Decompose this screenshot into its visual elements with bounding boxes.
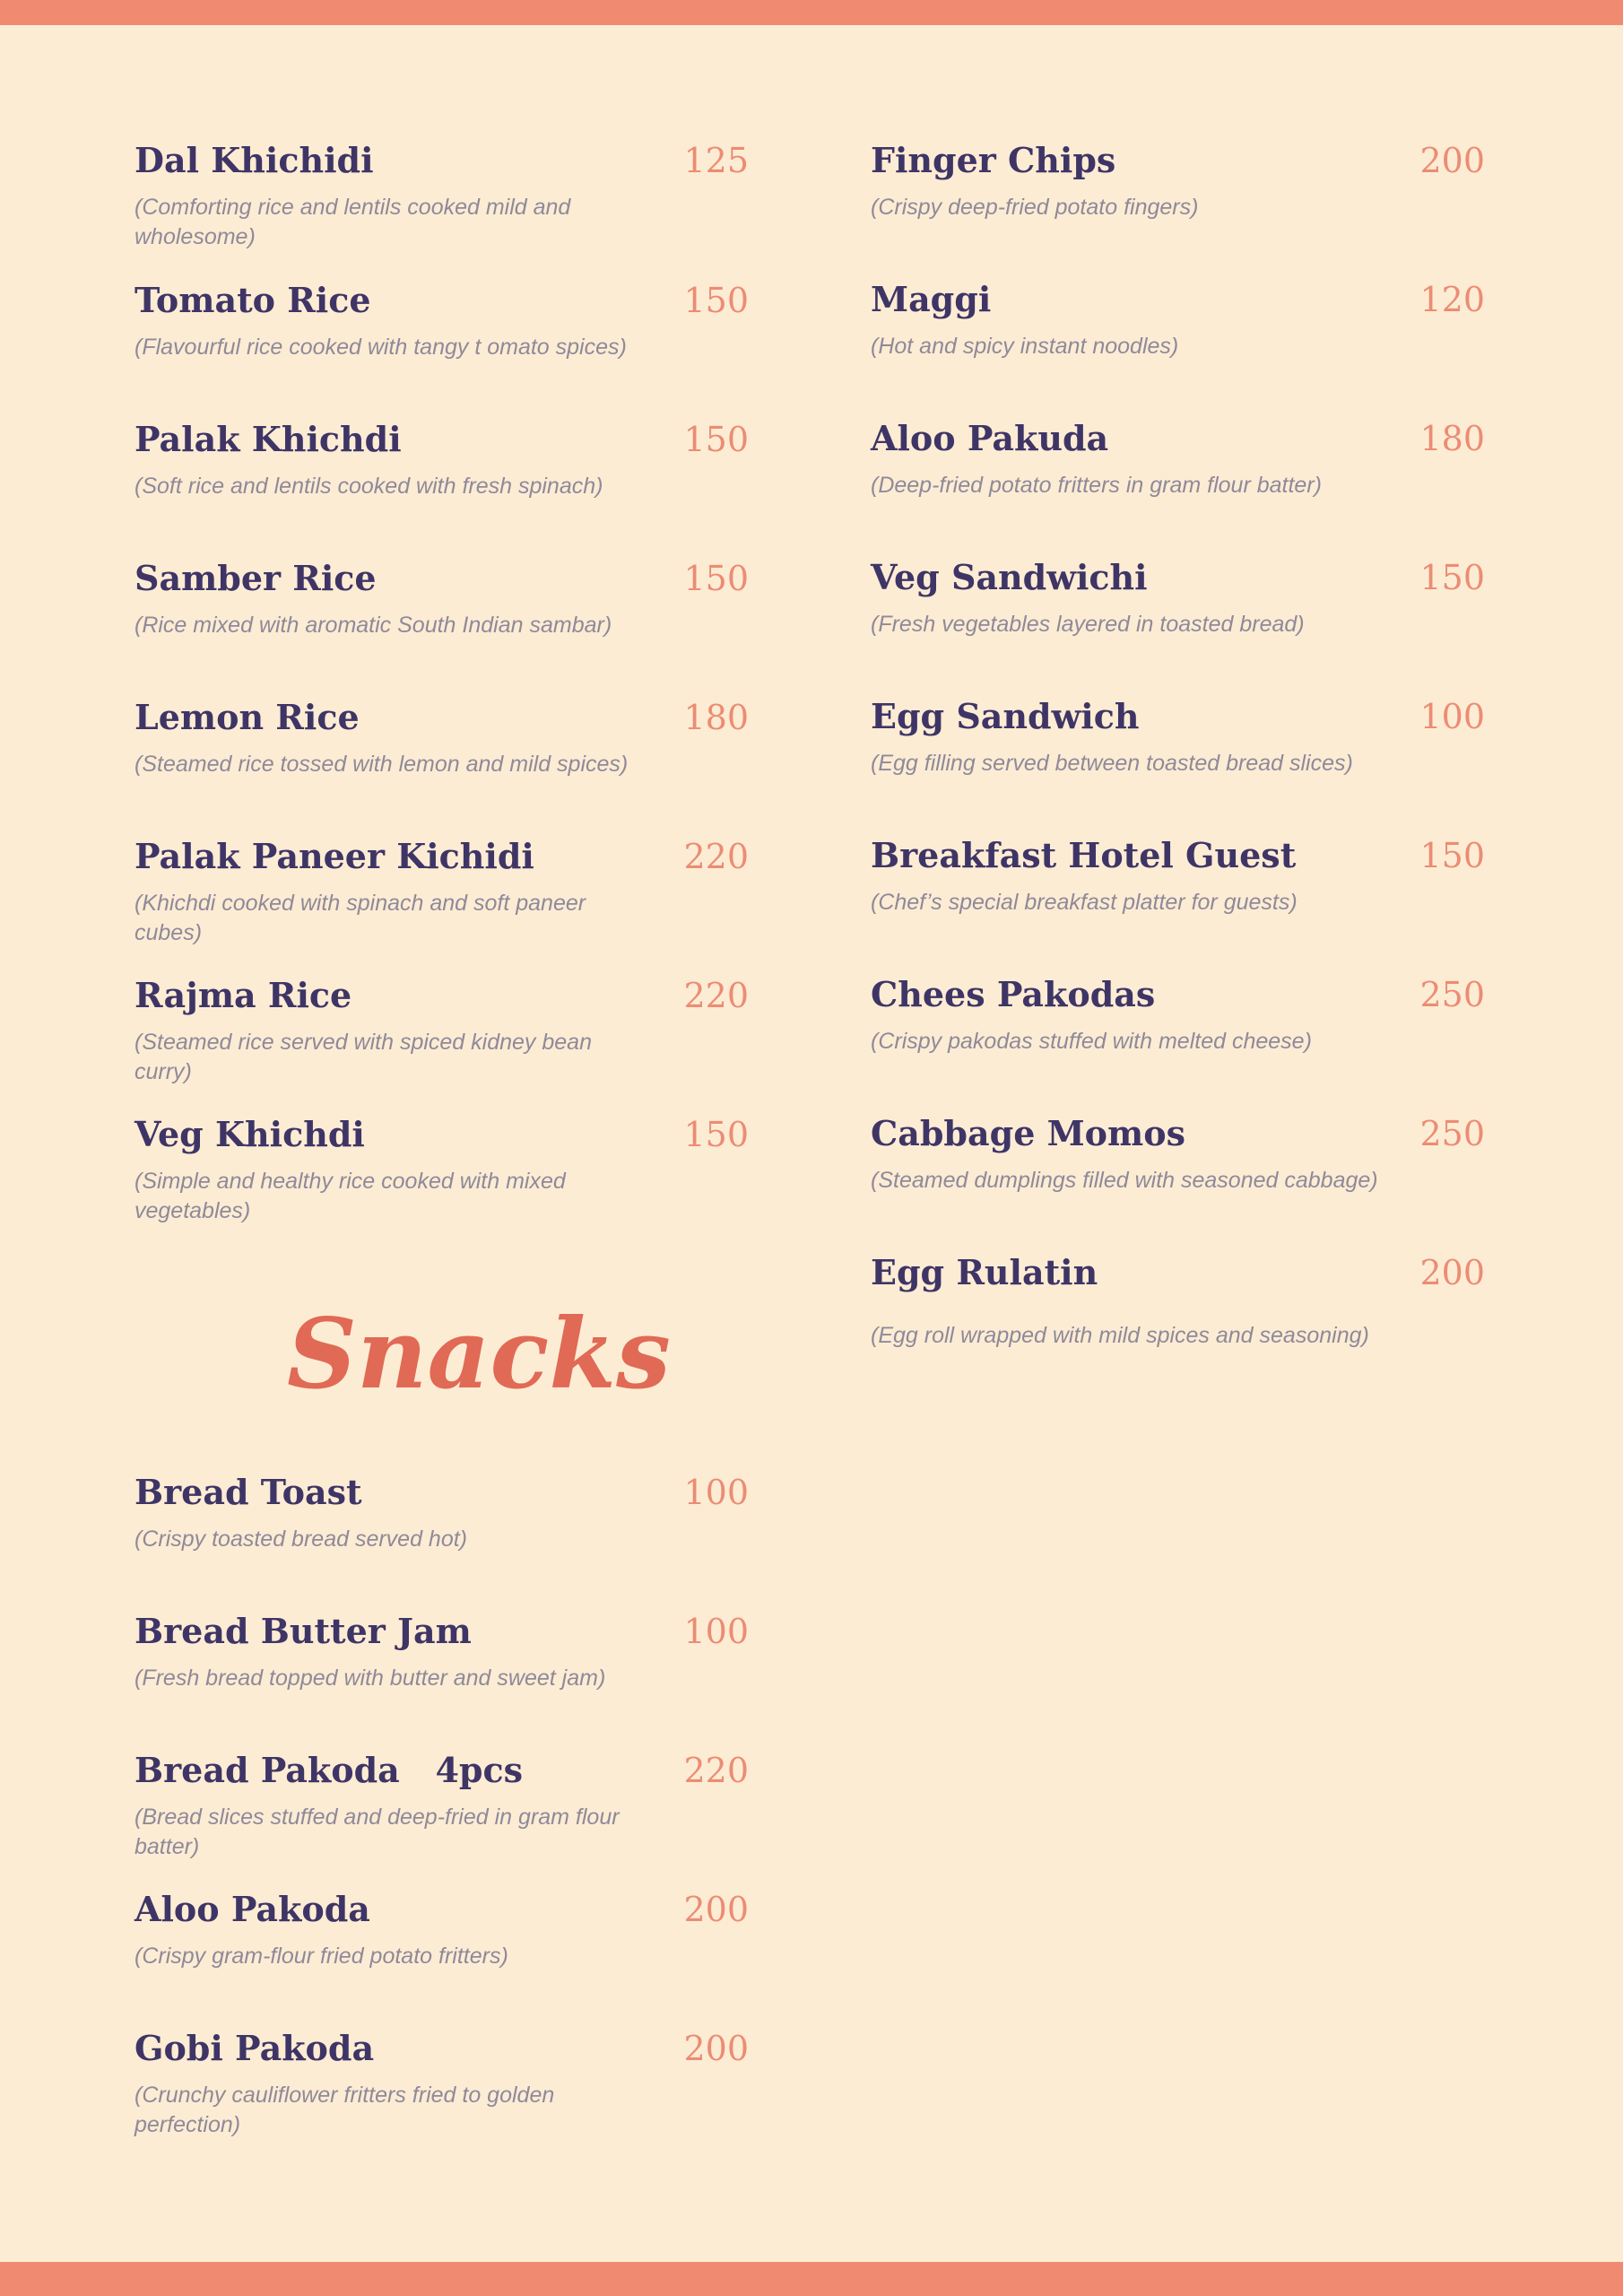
- item-description: (Chef’s special breakfast platter for guests): [871, 890, 1298, 915]
- menu-item-aloo-pakoda: [135, 1888, 749, 2022]
- item-description: (Steamed dumplings filled with seasoned cabbage): [871, 1168, 1378, 1193]
- item-description: (Khichdi cooked with spinach and soft paneer cubes): [135, 891, 586, 945]
- item-description: (Soft rice and lentils cooked with fresh spinach): [135, 474, 603, 499]
- item-price: 100: [683, 1473, 749, 1512]
- menu-item-breakfast-hotel-guest: [871, 834, 1485, 969]
- item-price: 150: [1419, 836, 1485, 875]
- item-description: (Fresh vegetables layered in toasted bread): [871, 612, 1305, 637]
- menu-item-tomato-rice: [135, 279, 749, 413]
- menu-item-bread-toast: [135, 1471, 749, 1605]
- menu-item-egg-rulatin: [871, 1251, 1485, 1386]
- item-description: (Hot and spicy instant noodles): [871, 334, 1179, 359]
- item-price: 220: [683, 837, 749, 876]
- item-price: 250: [1419, 975, 1485, 1014]
- item-description: (Fresh bread topped with butter and sweet jam): [135, 1665, 606, 1691]
- item-name: Lemon Rice: [135, 697, 360, 737]
- menu-item-bread-pakoda: [135, 1749, 749, 1883]
- item-name: Palak Paneer Kichidi: [135, 836, 534, 876]
- item-description: (Crispy toasted bread served hot): [135, 1526, 468, 1552]
- item-name: Tomato Rice: [135, 280, 371, 320]
- item-description: (Crispy deep-fried potato fingers): [871, 195, 1199, 220]
- menu-item-egg-sandwich: [871, 695, 1485, 830]
- menu-item-veg-sandwichi: [871, 556, 1485, 691]
- item-name: Breakfast Hotel Guest: [871, 835, 1297, 875]
- item-price: 120: [1419, 280, 1485, 319]
- item-description: (Crispy pakodas stuffed with melted cheese): [871, 1029, 1312, 1054]
- menu-item-rajma-rice: [135, 974, 749, 1109]
- item-price: 200: [1419, 141, 1485, 180]
- item-description: (Egg roll wrapped with mild spices and seasoning): [871, 1323, 1369, 1348]
- menu-item-chees-pakodas: [871, 973, 1485, 1108]
- menu-item-veg-khichdi: [135, 1113, 749, 1248]
- item-name: Veg Khichdi: [135, 1114, 365, 1154]
- item-price: 200: [1419, 1253, 1485, 1292]
- item-description: (Rice mixed with aromatic South Indian sambar): [135, 613, 612, 638]
- item-description: (Simple and healthy rice cooked with mixed vegetables): [135, 1169, 566, 1223]
- menu-item-lemon-rice: [135, 696, 749, 831]
- menu-item-maggi: [871, 278, 1485, 413]
- item-description: (Deep-fried potato fritters in gram flour batter): [871, 473, 1322, 498]
- item-price: 100: [683, 1612, 749, 1651]
- item-price: 220: [683, 1751, 749, 1790]
- item-description: (Crunchy cauliflower fritters fried to golden perfection): [135, 2083, 555, 2137]
- item-description: (Comforting rice and lentils cooked mild and wholesome): [135, 195, 571, 249]
- item-price: 125: [683, 141, 749, 180]
- item-price: 180: [1419, 419, 1485, 458]
- item-name: Egg Rulatin: [871, 1252, 1098, 1292]
- item-price: 150: [683, 559, 749, 598]
- item-name: Egg Sandwich: [871, 696, 1140, 736]
- snacks-heading: Snacks: [287, 1298, 671, 1411]
- item-name: Aloo Pakoda: [135, 1889, 370, 1929]
- item-name: Finger Chips: [871, 140, 1116, 180]
- menu-item-bread-butter-jam: [135, 1610, 749, 1744]
- item-price: 250: [1419, 1114, 1485, 1153]
- item-name: Dal Khichidi: [135, 140, 374, 180]
- item-price: 220: [683, 976, 749, 1015]
- item-name: Samber Rice: [135, 558, 377, 598]
- item-price: 200: [683, 1890, 749, 1929]
- item-name: Rajma Rice: [135, 975, 352, 1015]
- item-name: Maggi: [871, 279, 992, 319]
- item-name: Bread Pakoda 4pcs: [135, 1750, 524, 1790]
- menu-item-palak-khichdi: [135, 418, 749, 552]
- item-price: 150: [683, 281, 749, 320]
- item-name: Bread Butter Jam: [135, 1611, 472, 1651]
- item-name: Palak Khichdi: [135, 419, 402, 459]
- menu-item-aloo-pakuda: [871, 417, 1485, 552]
- top-accent-band: [0, 0, 1623, 25]
- bottom-accent-band: [0, 2262, 1623, 2296]
- item-price: 150: [1419, 558, 1485, 597]
- item-name: Chees Pakodas: [871, 974, 1156, 1014]
- menu-item-palak-paneer-kichidi: [135, 835, 749, 970]
- menu-item-dal-khichidi: [135, 139, 749, 274]
- menu-item-cabbage-momos: [871, 1112, 1485, 1247]
- item-name: Gobi Pakoda: [135, 2028, 375, 2068]
- item-description: (Bread slices stuffed and deep-fried in gram flour batter): [135, 1805, 620, 1859]
- item-description: (Egg filling served between toasted bread slices): [871, 751, 1353, 776]
- menu-item-gobi-pakoda: [135, 2027, 749, 2161]
- item-description: (Steamed rice served with spiced kidney bean curry): [135, 1030, 592, 1084]
- item-name: Veg Sandwichi: [871, 557, 1148, 597]
- item-price: 150: [683, 420, 749, 459]
- item-name: Bread Toast: [135, 1472, 362, 1512]
- menu-item-finger-chips: [871, 139, 1485, 274]
- item-description: (Flavourful rice cooked with tangy t omato spices): [135, 335, 627, 360]
- item-price: 100: [1419, 697, 1485, 736]
- item-name: Cabbage Momos: [871, 1113, 1185, 1153]
- item-price: 180: [683, 698, 749, 737]
- item-price: 200: [683, 2029, 749, 2068]
- item-name: Aloo Pakuda: [871, 418, 1109, 458]
- item-description: (Crispy gram-flour fried potato fritters): [135, 1944, 508, 1969]
- item-price: 150: [683, 1115, 749, 1154]
- item-description: (Steamed rice tossed with lemon and mild spices): [135, 752, 629, 777]
- menu-item-samber-rice: [135, 557, 749, 691]
